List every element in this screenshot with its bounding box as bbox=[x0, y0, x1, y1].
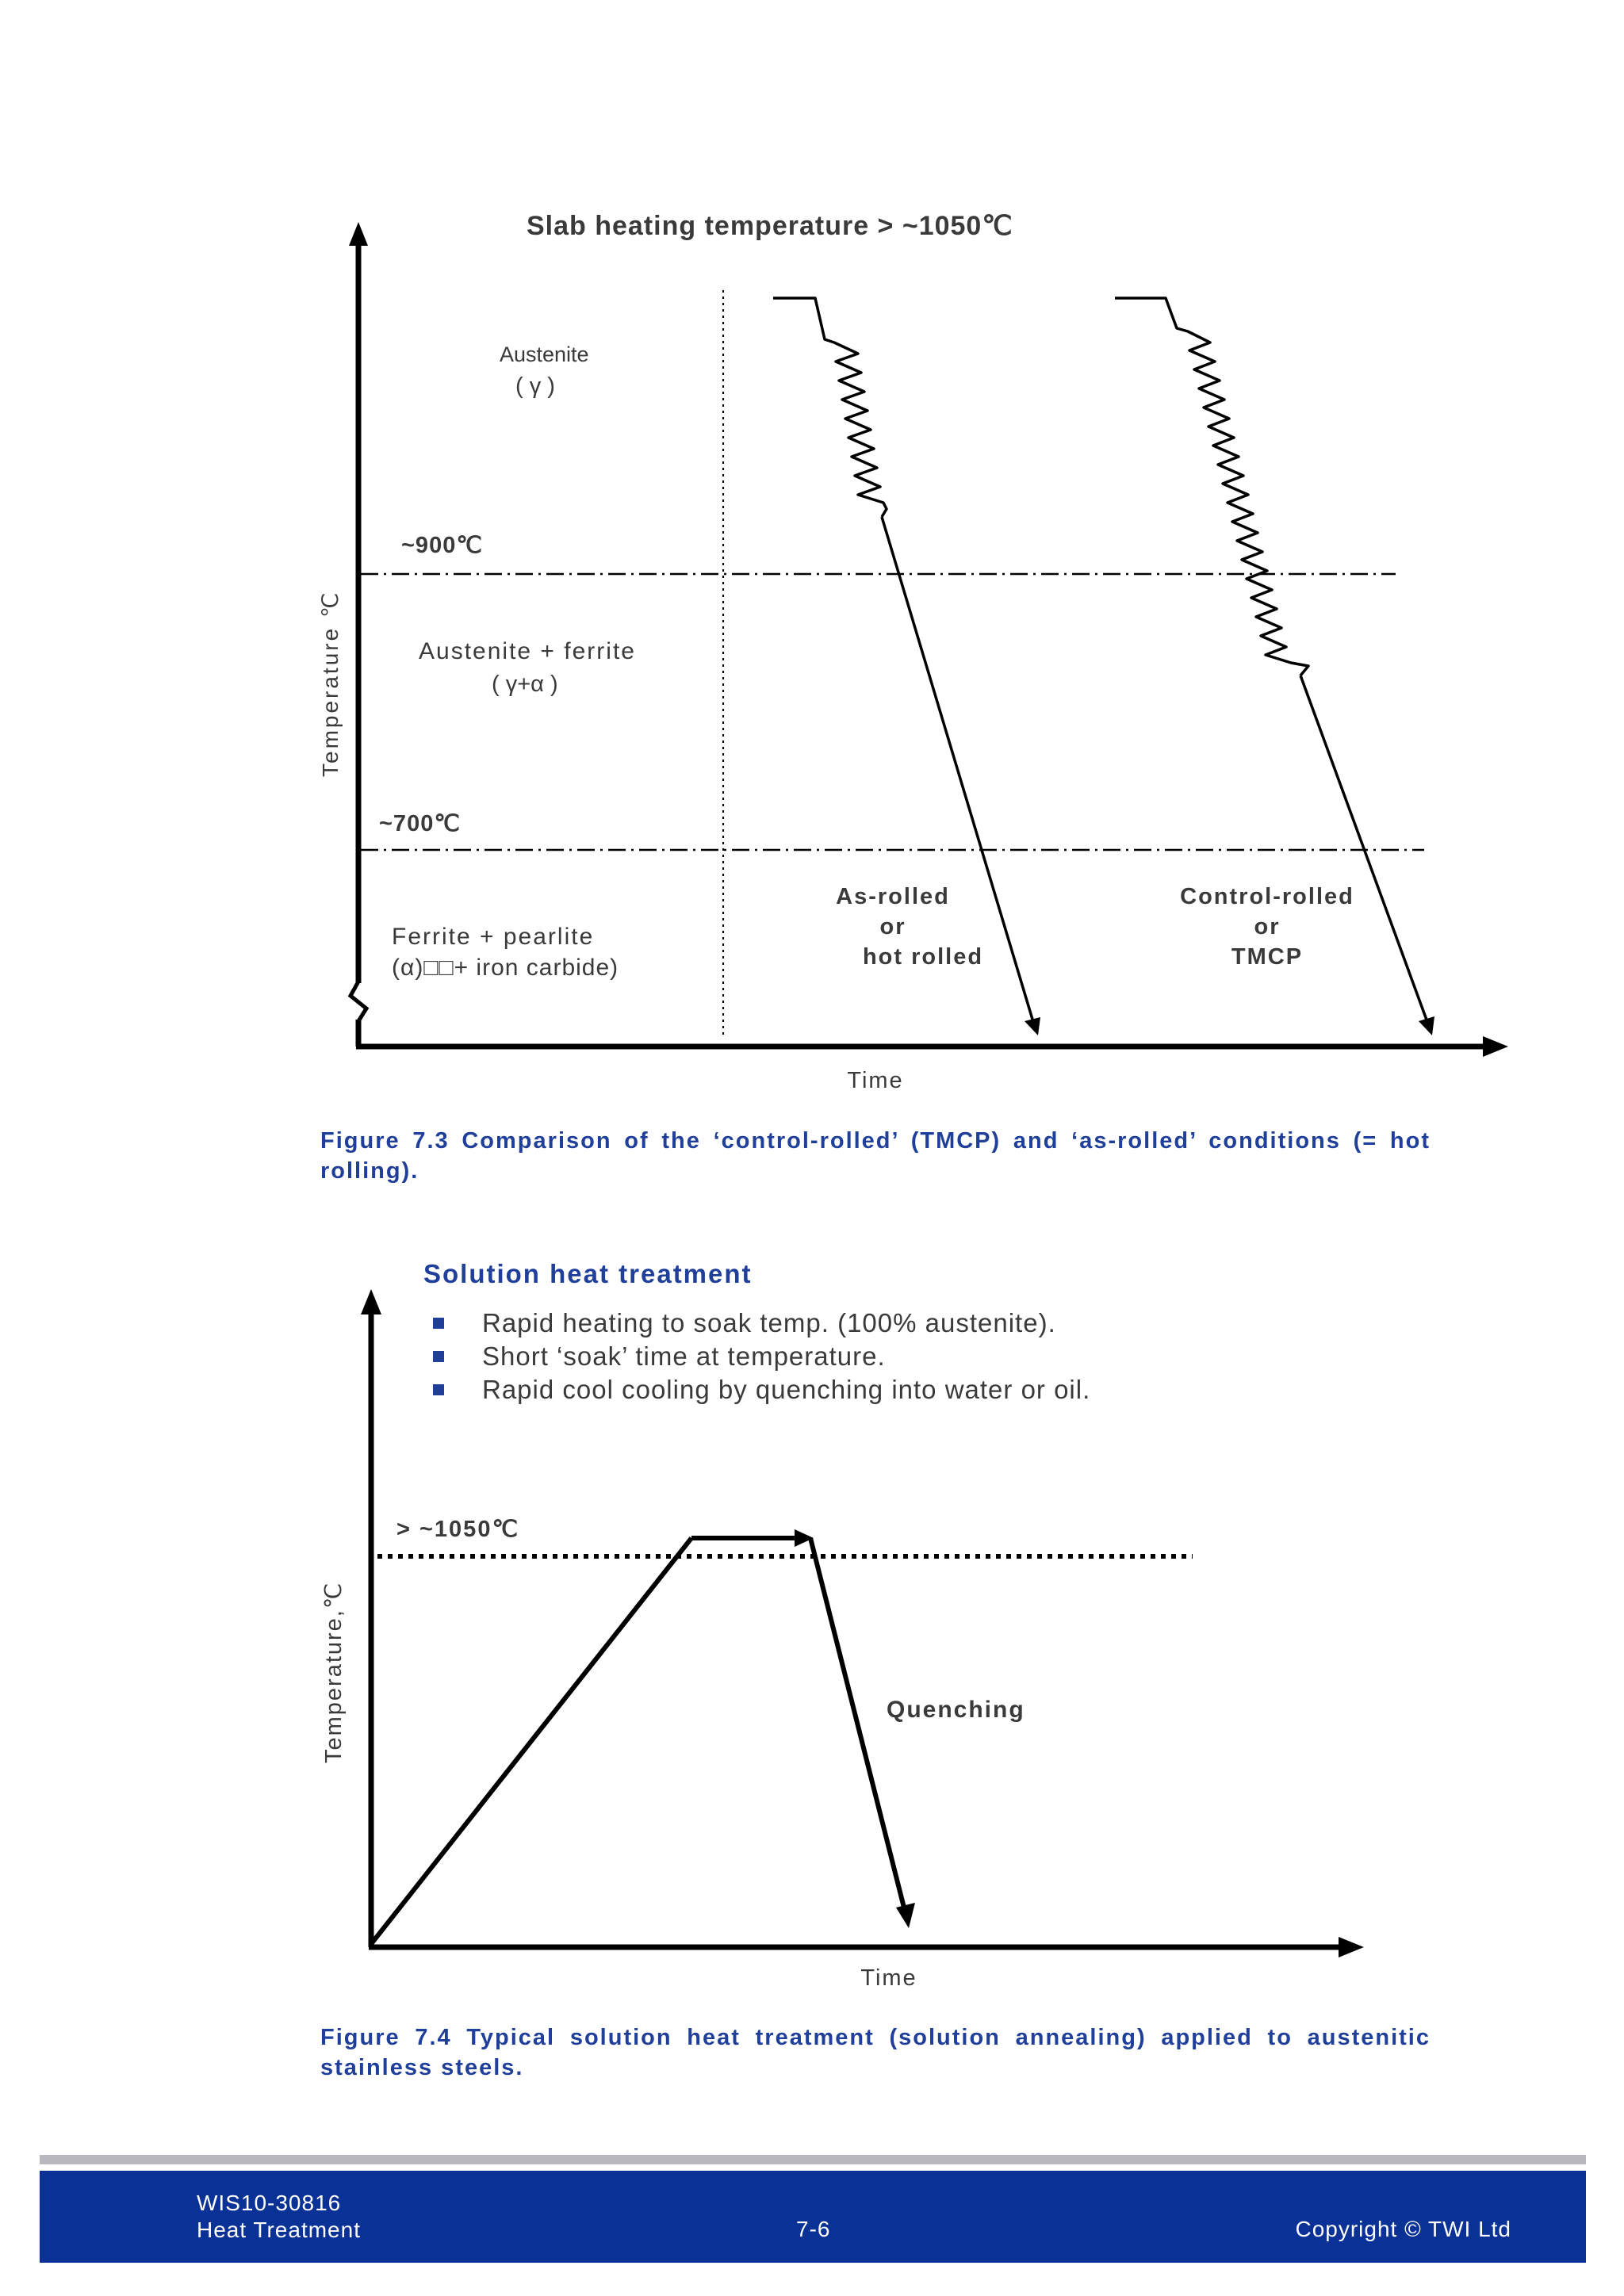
quench-arrowhead bbox=[896, 1903, 915, 1928]
figure-7-4-caption: Figure 7.4 Typical solution heat treatment (solution annealing) applied to austenitic stainless steels. bbox=[320, 2025, 1431, 2080]
phase-austenite: Austenite bbox=[500, 342, 589, 366]
heating-ramp bbox=[371, 1538, 691, 1944]
footer-reference bbox=[197, 2190, 361, 2244]
label-900c: ~900℃ bbox=[401, 533, 483, 558]
figure-7-4-x-axis-label: Time bbox=[860, 1965, 917, 1991]
section-name: Heat Treatment bbox=[197, 2218, 361, 2242]
figure-7-3-title: Slab heating temperature > ~1050℃ bbox=[527, 211, 1013, 241]
figure-7-4-y-axis-label: Temperature,℃ bbox=[321, 1581, 347, 1763]
bullet-item bbox=[433, 1307, 1090, 1340]
bullet-text: Rapid cool cooling by quenching into water or oil. bbox=[482, 1375, 1091, 1404]
hot-rolled-label: hot rolled bbox=[862, 944, 984, 970]
figure-7-3-caption: Figure 7.3 Comparison of the ‘control-rolled’ (TMCP) and ‘as-rolled’ conditions (= hot rolling). bbox=[320, 1128, 1431, 1184]
bullet-item bbox=[433, 1340, 1090, 1373]
control-rolled-or-label: or bbox=[1254, 914, 1281, 939]
quench-line bbox=[810, 1538, 905, 1911]
bullet-square-icon bbox=[433, 1318, 444, 1329]
page-number: 7-6 bbox=[796, 2217, 831, 2241]
as-rolled-or-label: or bbox=[879, 914, 906, 939]
solution-heat-treatment-bullets bbox=[433, 1307, 1090, 1406]
y-axis-arrowhead bbox=[361, 1289, 381, 1314]
figure-7-3-y-axis-label: Temperature ℃ bbox=[318, 590, 343, 777]
solution-heat-treatment-heading: Solution heat treatment bbox=[423, 1259, 753, 1288]
quenching-label: Quenching bbox=[887, 1697, 1025, 1723]
bullet-text: Short ‘soak’ time at temperature. bbox=[482, 1341, 886, 1371]
phase-austenite-symbol: ( γ ) bbox=[515, 373, 555, 399]
label-1050c: > ~1050℃ bbox=[396, 1517, 520, 1542]
figure-7-3-x-axis-label: Time bbox=[847, 1068, 904, 1093]
x-axis-arrowhead bbox=[1339, 1937, 1364, 1957]
footer-divider bbox=[40, 2155, 1586, 2164]
control-rolled-label: Control-rolled bbox=[1180, 884, 1354, 909]
copyright: Copyright © TWI Ltd bbox=[1295, 2217, 1511, 2241]
tmcp-label: TMCP bbox=[1231, 944, 1304, 970]
doc-number: WIS10-30816 bbox=[197, 2191, 342, 2215]
bullet-square-icon bbox=[433, 1384, 444, 1395]
bullet-text: Rapid heating to soak temp. (100% austenite). bbox=[482, 1308, 1056, 1337]
page-footer bbox=[40, 2171, 1586, 2263]
bullet-square-icon bbox=[433, 1351, 444, 1362]
phase-ferrite-pearlite-symbol: (α)□□+ iron carbide) bbox=[392, 955, 619, 981]
label-700c: ~700℃ bbox=[379, 811, 461, 836]
phase-austenite-ferrite-symbol: ( γ+α ) bbox=[492, 672, 558, 697]
phase-austenite-ferrite: Austenite + ferrite bbox=[419, 638, 636, 664]
bullet-item bbox=[433, 1373, 1090, 1406]
as-rolled-label: As-rolled bbox=[836, 884, 950, 909]
phase-ferrite-pearlite: Ferrite + pearlite bbox=[392, 924, 595, 950]
